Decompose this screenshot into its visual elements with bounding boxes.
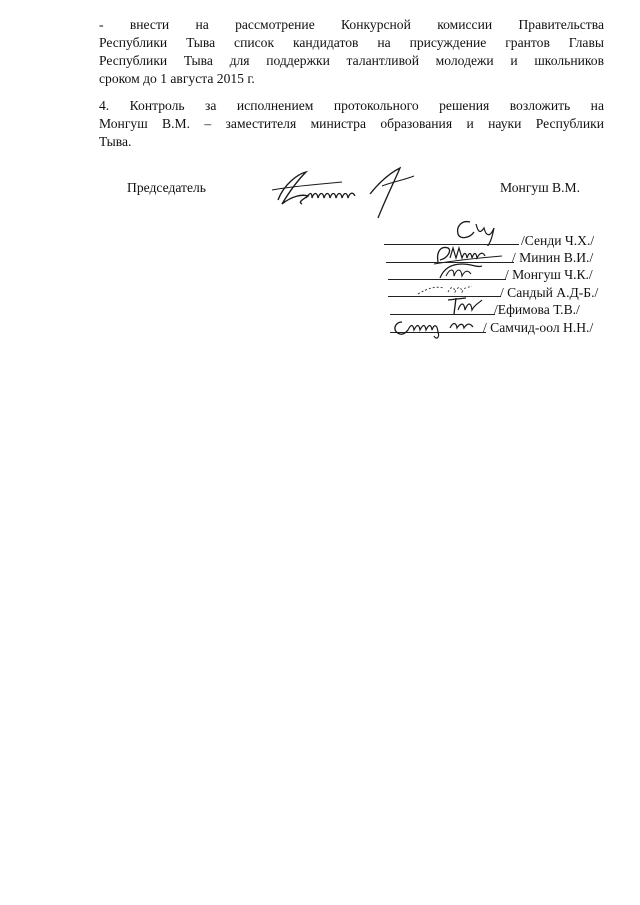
text-line: Тыва. <box>99 134 132 149</box>
chairman-label: Председатель <box>127 180 206 195</box>
member-signature <box>448 212 508 246</box>
text-line: - внести на рассмотрение Конкурсной комиссии Правительства <box>99 17 604 32</box>
signature-line <box>388 296 501 297</box>
member-name: / Монгуш Ч.К./ <box>505 267 593 282</box>
member-name: /Сенди Ч.Х./ <box>521 233 595 248</box>
member-name: /Ефимова Т.В./ <box>494 302 580 317</box>
signature-line <box>386 262 514 263</box>
member-name: / Сандый А.Д-Б./ <box>500 285 599 300</box>
text-line: 4. Контроль за исполнением протокольного решения возложить на <box>99 98 604 113</box>
signature-line <box>388 279 506 280</box>
paragraph-control <box>99 97 604 151</box>
text-line: сроком до 1 августа 2015 г. <box>99 71 255 86</box>
text-line: Республики Тыва список кандидатов на присуждение грантов Главы <box>99 35 604 50</box>
signature-line <box>384 244 519 245</box>
chairman-name: Монгуш В.М. <box>500 180 581 195</box>
text-line: Республики Тыва для поддержки талантливой молодежи и школьников <box>99 53 604 68</box>
text-line: Монгуш В.М. – заместителя министра образования и науки Республики <box>99 116 604 131</box>
member-name: / Самчид-оол Н.Н./ <box>483 320 594 335</box>
paragraph-submit-list <box>99 16 604 88</box>
signature-line <box>390 314 495 315</box>
chairman-signature <box>262 160 422 222</box>
member-signature <box>390 314 486 340</box>
signature-line <box>390 332 486 333</box>
member-name: / Минин В.И./ <box>512 250 594 265</box>
